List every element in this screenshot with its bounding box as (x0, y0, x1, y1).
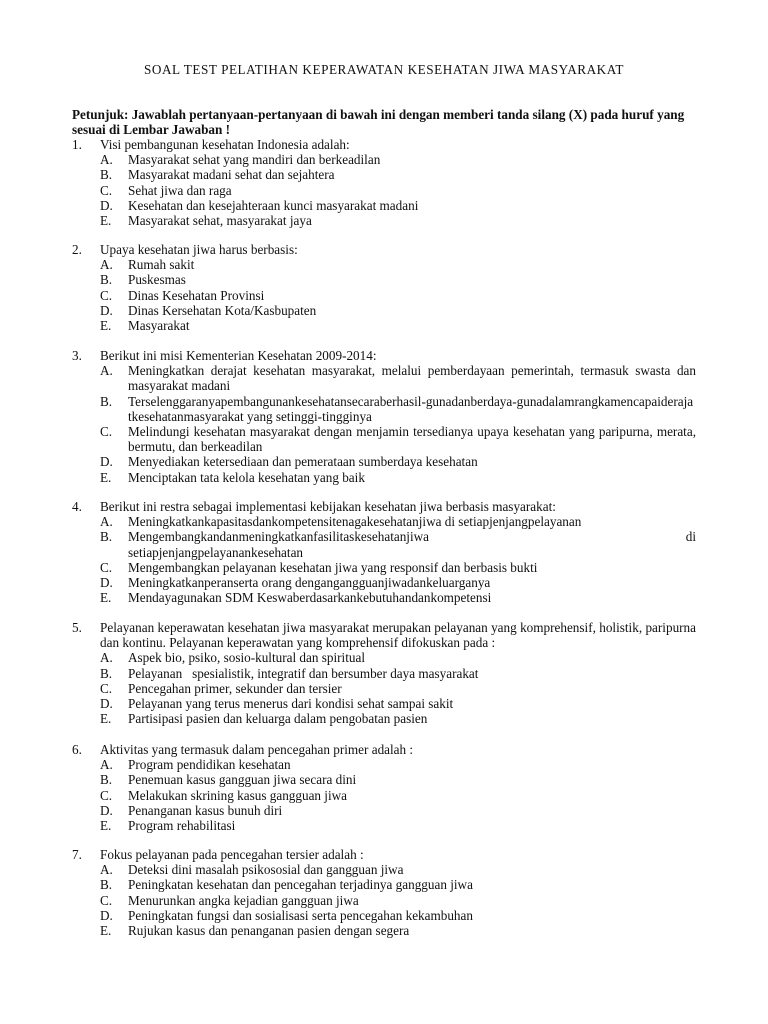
option-d (72, 908, 696, 923)
option-letter: B. (100, 272, 113, 288)
option-letter: B. (100, 772, 113, 788)
question-number: 4. (72, 499, 82, 514)
instructions: Petunjuk: Jawablah pertanyaan-pertanyaan di bawah ini dengan memberi tanda silang (X) pada huruf yang sesuai di Lembar Jawaban ! (72, 107, 685, 138)
option-list (72, 862, 696, 938)
option-text: Menyediakan ketersediaan dan pemerataan sumberdaya kesehatan (128, 454, 478, 470)
question-2 (72, 242, 696, 333)
option-letter: E. (100, 711, 112, 727)
option-c (72, 681, 696, 696)
question-number: 5. (72, 620, 82, 635)
option-letter: B. (100, 877, 113, 893)
option-text: Masyarakat madani sehat dan sejahtera (128, 167, 335, 183)
option-c (72, 788, 696, 803)
option-a (72, 152, 696, 167)
option-letter: E. (100, 469, 112, 485)
option-text: Rumah sakit (128, 257, 195, 273)
option-letter: A. (100, 152, 113, 168)
option-list (72, 650, 696, 726)
option-b (72, 394, 696, 424)
option-text: Partisipasi pasien dan keluarga dalam pengobatan pasien (128, 711, 428, 727)
option-letter: E. (100, 818, 112, 834)
option-text: Mendayagunakan SDM Keswaberdasarkankebutuhandankompetensi (128, 590, 492, 606)
option-letter: A. (100, 363, 113, 379)
option-list (72, 257, 696, 333)
option-letter: E. (100, 213, 112, 229)
option-a (72, 257, 696, 272)
option-text: Meningkatkan derajat kesehatan masyarakat, melalui pemberdayaan pemerintah, termasuk swasta dan masyarakat madani (128, 363, 696, 394)
document-title: SOAL TEST PELATIHAN KEPERAWATAN KESEHATAN JIWA MASYARAKAT (144, 62, 624, 77)
question-text: Visi pembangunan kesehatan Indonesia adalah: (100, 137, 350, 152)
option-text: Peningkatan kesehatan dan pencegahan terjadinya gangguan jiwa (128, 877, 473, 893)
option-letter: C. (100, 892, 113, 908)
question-text: Berikut ini restra sebagai implementasi kebijakan kesehatan jiwa berbasis masyarakat: (100, 499, 556, 514)
option-text: Deteksi dini masalah psikososial dan gangguan jiwa (128, 862, 404, 878)
option-e (72, 470, 696, 485)
question-4 (72, 499, 696, 605)
option-text: Melindungi kesehatan masyarakat dengan menjamin tersedianya upaya kesehatan yang paripurna, merata, bermutu, dan berkeadilan (128, 424, 696, 455)
option-a (72, 363, 696, 393)
option-text-end: di (685, 529, 696, 545)
question-text: Berikut ini misi Kementerian Kesehatan 2009-2014: (100, 348, 377, 363)
option-b (72, 877, 696, 892)
option-c (72, 560, 696, 575)
option-text: Mengembangkan pelayanan kesehatan jiwa yang responsif dan berbasis bukti (128, 559, 538, 575)
option-text: Puskesmas (128, 272, 186, 288)
option-text: Pelayanan spesialistik, integratif dan bersumber daya masyarakat (128, 665, 479, 681)
option-text: Melakukan skrining kasus gangguan jiwa (128, 787, 348, 803)
option-text-continued: setiapjenjangpelayanankesehatan (128, 544, 304, 560)
option-d (72, 454, 696, 469)
option-text: Kesehatan dan kesejahteraan kunci masyarakat madani (128, 197, 419, 213)
option-e (72, 818, 696, 833)
option-letter: C. (100, 680, 113, 696)
option-letter: A. (100, 514, 113, 530)
question-6 (72, 742, 696, 833)
option-b (72, 666, 696, 681)
option-text: Meningkatkanperanserta orang dengangangguanjiwadankeluarganya (128, 575, 491, 591)
option-letter: D. (100, 302, 113, 318)
option-list (72, 363, 696, 485)
option-text: Masyarakat sehat, masyarakat jaya (128, 213, 312, 229)
option-a (72, 650, 696, 665)
option-text: Pelayanan yang terus menerus dari kondisi sehat sampai sakit (128, 696, 454, 712)
option-text: Masyarakat (128, 318, 190, 334)
option-text: Meningkatkankapasitasdankompetensitenagakesehatanjiwa di setiapjenjangpelayanan (128, 514, 582, 530)
option-letter: E. (100, 923, 112, 939)
option-text: Program rehabilitasi (128, 818, 236, 834)
option-a (72, 757, 696, 772)
option-text: Program pendidikan kesehatan (128, 757, 291, 773)
option-list (72, 757, 696, 833)
option-e (72, 711, 696, 726)
option-list (72, 514, 696, 605)
option-e (72, 213, 696, 228)
option-d (72, 575, 696, 590)
question-1 (72, 137, 696, 228)
question-number: 2. (72, 242, 82, 257)
question-text: Aktivitas yang termasuk dalam pencegahan primer adalah : (100, 742, 414, 757)
option-b (72, 272, 696, 287)
option-letter: A. (100, 650, 113, 666)
option-text: Pencegahan primer, sekunder dan tersier (128, 680, 342, 696)
option-letter: D. (100, 197, 113, 213)
option-letter: B. (100, 529, 113, 545)
option-c (72, 424, 696, 454)
option-text: Mengembangkandanmeningkatkanfasilitaskesehatanjiwa (128, 529, 430, 545)
option-text: Penanganan kasus bunuh diri (128, 802, 283, 818)
option-text: Aspek bio, psiko, sosio-kultural dan spiritual (128, 650, 365, 666)
option-letter: C. (100, 182, 113, 198)
question-number: 7. (72, 847, 82, 862)
option-text: Terselenggaranyapembangunankesehatansecaraberhasil-gunadanberdaya-gunadalamrangkamencapaiderajatkesehatanmasyarakat yang setinggi-tingginya (128, 393, 694, 424)
option-letter: C. (100, 559, 113, 575)
option-letter: D. (100, 696, 113, 712)
question-number: 3. (72, 348, 82, 363)
option-d (72, 696, 696, 711)
option-letter: D. (100, 575, 113, 591)
option-a (72, 862, 696, 877)
option-c (72, 893, 696, 908)
question-number: 6. (72, 742, 82, 757)
option-d (72, 803, 696, 818)
option-d (72, 303, 696, 318)
question-5 (72, 620, 696, 726)
option-text: Dinas Kesehatan Provinsi (128, 287, 265, 303)
option-letter: E. (100, 318, 112, 334)
option-text: Peningkatan fungsi dan sosialisasi serta pencegahan kekambuhan (128, 907, 473, 923)
option-e (72, 923, 696, 938)
question-text: Pelayanan keperawatan kesehatan jiwa masyarakat merupakan pelayanan yang komprehensif, holistik, paripurna dan kontinu. Pelayanan keperawatan yang komprehensif difokuskan pada : (100, 620, 696, 651)
option-c (72, 183, 696, 198)
option-c (72, 288, 696, 303)
option-letter: E. (100, 590, 112, 606)
option-letter: B. (100, 167, 113, 183)
option-text: Rujukan kasus dan penanganan pasien dengan segera (128, 923, 410, 939)
option-letter: A. (100, 257, 113, 273)
option-b (72, 529, 696, 559)
question-3 (72, 348, 696, 485)
option-b (72, 772, 696, 787)
question-text: Fokus pelayanan pada pencegahan tersier adalah : (100, 847, 364, 862)
option-letter: B. (100, 665, 113, 681)
option-b (72, 167, 696, 182)
option-letter: C. (100, 287, 113, 303)
option-list (72, 152, 696, 228)
option-letter: A. (100, 862, 113, 878)
option-letter: D. (100, 454, 113, 470)
option-letter: B. (100, 393, 113, 409)
question-number: 1. (72, 137, 82, 152)
question-text: Upaya kesehatan jiwa harus berbasis: (100, 242, 298, 257)
option-text: Menciptakan tata kelola kesehatan yang baik (128, 469, 365, 485)
option-text: Dinas Kersehatan Kota/Kasbupaten (128, 302, 317, 318)
option-text: Menurunkan angka kejadian gangguan jiwa (128, 892, 359, 908)
option-a (72, 514, 696, 529)
option-text: Penemuan kasus gangguan jiwa secara dini (128, 772, 357, 788)
option-letter: C. (100, 787, 113, 803)
option-letter: C. (100, 424, 113, 440)
option-d (72, 198, 696, 213)
option-letter: D. (100, 907, 113, 923)
option-e (72, 590, 696, 605)
option-text: Masyarakat sehat yang mandiri dan berkeadilan (128, 152, 381, 168)
option-letter: A. (100, 757, 113, 773)
option-text: Sehat jiwa dan raga (128, 182, 232, 198)
option-letter: D. (100, 802, 113, 818)
question-7 (72, 847, 696, 938)
option-e (72, 318, 696, 333)
